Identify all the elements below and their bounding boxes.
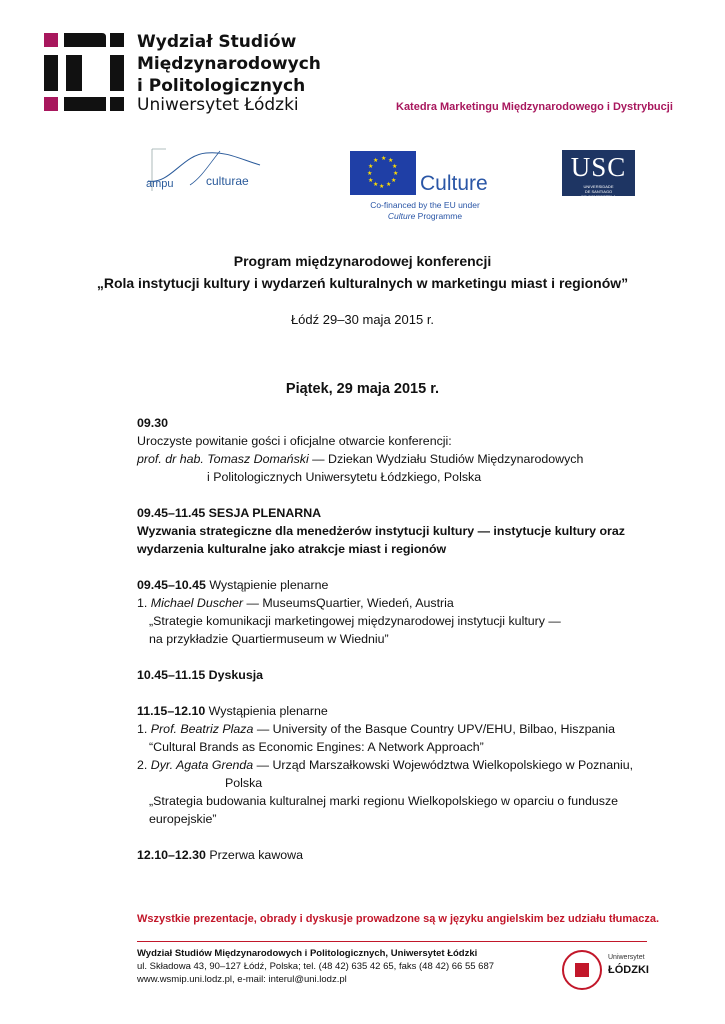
svg-text:★: ★: [392, 164, 398, 170]
talk1-affil: — MuseumsQuartier, Wiedeń, Austria: [243, 596, 454, 610]
footer-address: ul. Składowa 43, 90–127 Łódź, Polska; tel. (48 42) 635 42 65, faks (48 42) 66 55 687: [137, 961, 495, 972]
eu-cofinanced-note: [355, 200, 495, 222]
opening-speaker-line: [137, 450, 657, 468]
svg-text:★: ★: [381, 156, 387, 162]
faculty-name-line1: Wydział Studiów: [137, 32, 297, 52]
svg-text:★: ★: [386, 182, 392, 188]
eu-cofinanced-programme: Programme: [415, 211, 463, 221]
break-label: Przerwa kawowa: [205, 848, 303, 862]
conference-title: „Rola instytucji kultury i wydarzeń kulturalnych w marketingu miast i regionów”: [96, 275, 629, 291]
svg-text:★: ★: [367, 171, 373, 177]
talk2b-title1: „Strategia budowania kulturalnej marki regionu Wielkopolskiego w oparciu o fundusze: [149, 794, 619, 808]
place-date: Łódź 29–30 maja 2015 r.: [290, 312, 435, 327]
svg-text:★: ★: [368, 178, 374, 184]
eu-cofinanced-line1: Co-financed by the EU under: [370, 200, 480, 210]
university-seal-icon: [562, 950, 602, 990]
svg-text:★: ★: [373, 158, 379, 164]
discussion: 10.45–11.15 Dyskusja: [137, 668, 264, 682]
opening-role2: i Politologicznych Uniwersytetu Łódzkiego, Polska: [207, 470, 482, 484]
usc-logo-icon: [562, 150, 635, 199]
talk2b-affil2: Polska: [225, 776, 263, 790]
talk1-num: 1.: [137, 596, 151, 610]
program-body: [137, 414, 657, 864]
talk1-speaker-line: [137, 594, 657, 612]
eu-cofinanced-culture: Culture: [387, 211, 416, 221]
language-note: Wszystkie prezentacje, obrady i dyskusje prowadzone są w języku angielskim bez udziału tłumacza.: [137, 913, 660, 925]
talk2b-num: 2.: [137, 758, 151, 772]
talk2a-num: 1.: [137, 722, 151, 736]
footer-web: www.wsmip.uni.lodz.pl, e-mail: interul@uni.lodz.pl: [137, 974, 347, 985]
talk2b-affil: — Urząd Marszałkowski Województwa Wielkopolskiego w Poznaniu,: [253, 758, 634, 772]
ul-logo-small: Uniwersytet: [608, 954, 645, 961]
usc-sub2: DE SANTIAGO: [584, 189, 613, 194]
day-heading: Piątek, 29 maja 2015 r.: [285, 381, 440, 397]
eu-flag-icon: [350, 151, 416, 195]
talk1-header: [137, 576, 657, 594]
eu-culture-label: Culture: [420, 172, 488, 195]
svg-text:★: ★: [368, 164, 374, 170]
talk1-title1: „Strategie komunikacji marketingowej międzynarodowej instytucji kultury —: [149, 614, 561, 628]
opening-time: 09.30: [137, 416, 169, 430]
usc-subtitle: [562, 184, 635, 199]
footer: [137, 947, 494, 986]
opening-speaker: prof. dr hab. Tomasz Domański: [137, 452, 309, 466]
department-name: Katedra Marketingu Międzynarodowego i Dystrybucji: [396, 101, 673, 113]
culturae-text: culturae: [206, 174, 249, 188]
talk2-header: [137, 702, 657, 720]
plenary-title1: Wyzwania strategiczne dla menedżerów instytucji kultury — instytucje kultury oraz: [137, 524, 625, 538]
break-line: [137, 846, 657, 864]
footer-divider: [137, 941, 647, 942]
plenary-time: 09.45–11.45 SESJA PLENARNA: [137, 506, 322, 520]
opening-desc: Uroczyste powitanie gości i oficjalne otwarcie konferencji:: [137, 434, 452, 448]
talk2-time: 11.15–12.10: [137, 704, 206, 718]
svg-text:★: ★: [393, 171, 399, 177]
talk2b-title2: europejskie”: [149, 812, 217, 826]
university-name: Uniwersytet Łódzki: [137, 95, 299, 115]
faculty-name-line3: i Politologicznych: [137, 76, 306, 96]
svg-text:★: ★: [379, 184, 385, 190]
ampu-culturae-logo-icon: [140, 145, 262, 193]
ul-logo-big: ŁÓDZKI: [608, 964, 649, 976]
ampu-text: ampu: [146, 178, 174, 190]
talk2b-speaker: Dyr. Agata Grenda: [150, 758, 254, 772]
usc-sub1: UNIVERSIDADE: [583, 184, 614, 189]
plenary-title2: wydarzenia kulturalne jako atrakcje miast i regionów: [137, 542, 447, 556]
talk2a-speaker: Prof. Beatriz Plaza: [150, 722, 254, 736]
svg-text:★: ★: [391, 178, 397, 184]
talk2a-speaker-line: [137, 720, 657, 738]
program-title: Program międzynarodowej konferencji: [233, 253, 492, 269]
opening-role1: — Dziekan Wydziału Studiów Międzynarodowych: [308, 452, 584, 466]
talk1-label: Wystąpienie plenarne: [205, 578, 329, 592]
usc-text: USC: [570, 152, 627, 182]
break-time: 12.10–12.30: [137, 848, 206, 862]
eu-cofinanced-line2: [355, 211, 495, 222]
usc-sub3: DE COMPOSTELA: [581, 194, 616, 199]
svg-text:★: ★: [373, 182, 379, 188]
talk2b-speaker-line: [137, 756, 657, 774]
faculty-logo-icon: [44, 33, 124, 111]
talk1-title2: na przykładzie Quartiermuseum w Wiedniu”: [149, 632, 389, 646]
svg-text:★: ★: [388, 158, 394, 164]
talk1-time: 09.45–10.45: [137, 578, 206, 592]
faculty-name-line2: Międzynarodowych: [137, 54, 321, 74]
talk1-speaker: Michael Duscher: [150, 596, 244, 610]
talk2a-affil: — University of the Basque Country UPV/EHU, Bilbao, Hiszpania: [253, 722, 615, 736]
talk2a-title: “Cultural Brands as Economic Engines: A Network Approach”: [149, 740, 484, 754]
footer-name: Wydział Studiów Międzynarodowych i Politologicznych, Uniwersytet Łódzki: [137, 948, 478, 959]
faculty-name: [137, 31, 321, 97]
talk2-label: Wystąpienia plenarne: [205, 704, 328, 718]
